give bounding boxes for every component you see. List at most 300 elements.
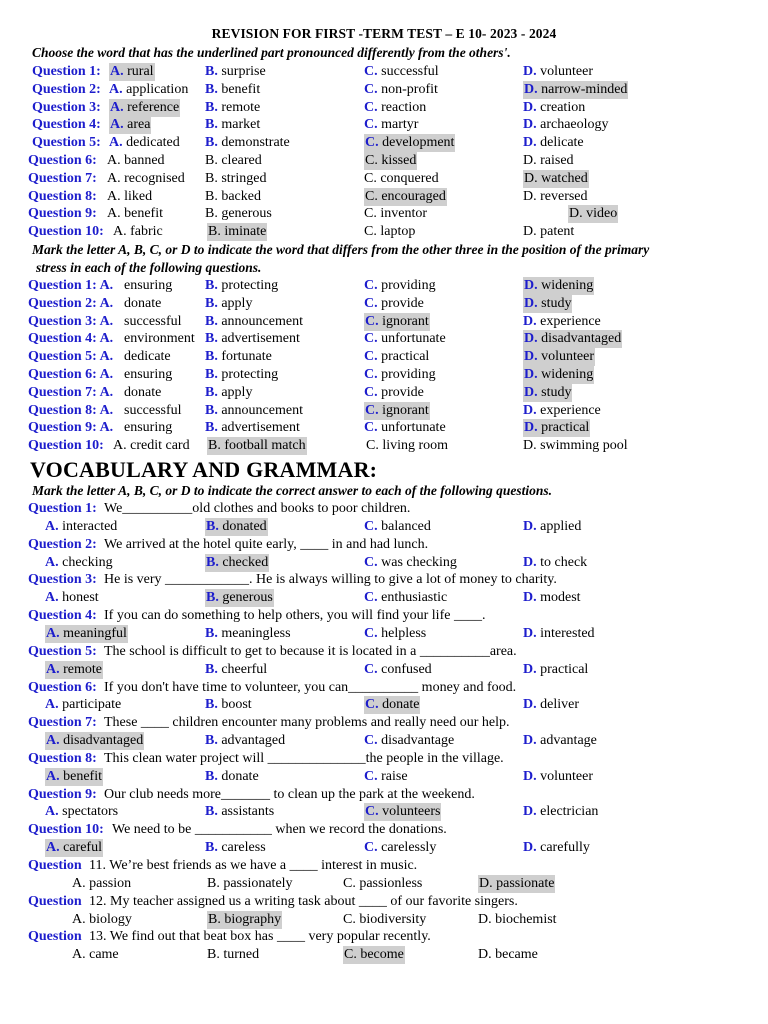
vocab-question-4: [0, 607, 768, 625]
option-a-text: ensuring: [124, 367, 173, 382]
option-d-letter: D.: [523, 840, 537, 855]
option-a: [45, 803, 118, 821]
option-b-text: assistants: [221, 804, 275, 819]
option-b: [205, 366, 278, 384]
option-d: [523, 295, 572, 313]
option-b: [205, 81, 260, 99]
option-a-text: disadvantaged: [63, 733, 144, 748]
option-b-text: advertisement: [221, 331, 300, 346]
option-c-letter: C.: [365, 697, 379, 712]
option-b-letter: B.: [205, 697, 218, 712]
option-a-text: spectators: [62, 804, 119, 819]
option-b: [205, 99, 260, 117]
question-label: Question 1:: [32, 64, 101, 79]
stress-row-9: [0, 419, 768, 437]
option-d: D. video: [569, 206, 618, 221]
option-d-text: advantage: [540, 733, 597, 748]
option-a-letter: A.: [110, 100, 124, 115]
option-b-text: apply: [221, 385, 253, 400]
option-d: [523, 839, 590, 857]
option-c: [364, 768, 408, 786]
vocab-options-2: [0, 554, 768, 572]
option-b-letter: B.: [205, 420, 218, 435]
question-label: Question 3: A.: [28, 314, 114, 329]
option-b: [205, 839, 266, 857]
option-b: [205, 625, 291, 643]
option-d-letter: D.: [524, 385, 538, 400]
option-d: [523, 313, 601, 331]
option-b-text: meaningless: [221, 626, 291, 641]
option-c: [364, 589, 447, 607]
option-a-letter: A.: [46, 626, 60, 641]
option-d-text: modest: [540, 590, 581, 605]
option-a-letter: A.: [45, 555, 59, 570]
option-a-letter: A.: [45, 804, 59, 819]
option-c-letter: C.: [364, 117, 378, 132]
option-a: [45, 589, 99, 607]
option-b-letter: B.: [205, 804, 218, 819]
option-a: [45, 554, 113, 572]
option-c-text: enthusiastic: [381, 590, 448, 605]
option-d: [523, 625, 595, 643]
pronunciation-row-4: [0, 116, 768, 134]
option-c-text: was checking: [381, 555, 457, 570]
option-a-letter: A.: [45, 697, 59, 712]
vocab-options-6: [0, 696, 768, 714]
option-b-letter: B.: [205, 82, 218, 97]
option-a-letter: A.: [109, 135, 123, 150]
option-a: [45, 696, 121, 714]
option-b: [205, 134, 290, 152]
option-c: [364, 277, 436, 295]
option-a-text: ensuring: [124, 278, 173, 293]
option-c: C. encouraged: [365, 189, 446, 204]
option-c-letter: C.: [364, 296, 378, 311]
option-b-letter: B.: [205, 64, 218, 79]
vocab-question-7: [0, 714, 768, 732]
option-d: [523, 732, 597, 750]
option-a: [109, 63, 155, 81]
option-b-letter: B.: [205, 769, 218, 784]
option-c-text: ignorant: [382, 403, 429, 418]
option-d: [523, 277, 594, 295]
option-d-text: carefully: [540, 840, 590, 855]
option-c-letter: C.: [364, 555, 378, 570]
vocab-options-8: [0, 768, 768, 786]
option-c-letter: C.: [364, 840, 378, 855]
option-b: B. cleared: [205, 153, 262, 168]
question-text: We arrived at the hotel quite early, ____ in and had lunch.: [104, 537, 429, 552]
option-d-text: interested: [540, 626, 595, 641]
question-label: Question 4:: [32, 117, 101, 132]
option-b-letter: B.: [205, 349, 218, 364]
option-d: [523, 134, 584, 152]
option-c: [364, 330, 446, 348]
option-d: D. became: [478, 947, 538, 962]
option-b: [205, 63, 266, 81]
option-b: [205, 803, 274, 821]
option-d-letter: D.: [523, 135, 537, 150]
option-a-text: benefit: [63, 769, 102, 784]
option-d: [523, 116, 609, 134]
question-label: Question 6:: [28, 680, 97, 695]
question-label: Question 8:: [28, 751, 97, 766]
question-label: Question 5:: [32, 135, 101, 150]
option-b-text: demonstrate: [217, 135, 290, 150]
page-title: REVISION FOR FIRST -TERM TEST – E 10- 2023 - 2024: [211, 26, 557, 41]
option-a: A. banned: [107, 153, 165, 168]
option-b-text: donated: [222, 519, 267, 534]
option-c: C. laptop: [364, 224, 416, 239]
option-d-letter: D.: [523, 769, 537, 784]
vocab-question-2: [0, 536, 768, 554]
option-a-text: donate: [124, 296, 162, 311]
option-d: [523, 768, 593, 786]
option-b: [205, 384, 252, 402]
option-c: [364, 116, 418, 134]
option-b-letter: B.: [206, 590, 219, 605]
option-d: D. biochemist: [478, 912, 557, 927]
option-b-letter: B.: [205, 367, 218, 382]
option-a: [109, 99, 180, 117]
option-b-text: apply: [221, 296, 253, 311]
option-c: [364, 313, 430, 331]
option-c: [364, 99, 426, 117]
option-d-letter: D.: [524, 349, 538, 364]
option-c-text: disadvantage: [381, 733, 455, 748]
question-label: Question: [28, 858, 82, 873]
option-b-text: market: [217, 117, 261, 132]
option-d: D. swimming pool: [523, 438, 628, 453]
question-label: Question 3:: [32, 100, 101, 115]
question-label: Question 2:: [28, 537, 97, 552]
option-d-text: practical: [540, 662, 589, 677]
pronunciation-row-9: [0, 205, 768, 223]
option-c: [364, 661, 432, 679]
question-text: These ____ children encounter many problems and really need our help.: [104, 715, 510, 730]
option-c: [364, 366, 436, 384]
option-b-letter: B.: [205, 662, 218, 677]
question-label: Question 3:: [28, 572, 97, 587]
question-label: Question 6:: [28, 153, 97, 168]
question-text: We need to be ___________ when we record the donations.: [112, 822, 447, 837]
option-c-letter: C.: [364, 349, 378, 364]
option-d: [523, 419, 590, 437]
option-c-letter: C.: [364, 733, 378, 748]
option-b-letter: B.: [205, 840, 218, 855]
pronunciation-instruction: Choose the word that has the underlined part pronounced differently from the others'.: [32, 45, 511, 60]
option-d-text: volunteer: [541, 349, 594, 364]
option-a: [45, 661, 103, 679]
stress-instruction-line-1: Mark the letter A, B, C, or D to indicate the word that differs from the other three in the position of the primary: [32, 242, 650, 257]
option-d-text: electrician: [540, 804, 599, 819]
option-c-letter: C.: [364, 626, 378, 641]
question-label: Question 10:: [28, 438, 104, 453]
question-text: He is very ____________. He is always willing to give a lot of money to charity.: [104, 572, 557, 587]
option-c-text: successful: [377, 64, 439, 79]
option-b-letter: B.: [205, 385, 218, 400]
option-a: [109, 134, 180, 152]
option-d-letter: D.: [524, 296, 538, 311]
stress-row-5: [0, 348, 768, 366]
option-a-text: meaningful: [63, 626, 127, 641]
question-label: Question 10:: [28, 224, 104, 239]
option-c: [364, 384, 424, 402]
option-c-text: confused: [381, 662, 432, 677]
option-d: [523, 554, 587, 572]
option-c-text: unfortunate: [381, 331, 446, 346]
option-b: [205, 732, 285, 750]
stress-row-4: [0, 330, 768, 348]
option-c-text: balanced: [381, 519, 431, 534]
option-b-text: benefit: [217, 82, 261, 97]
option-a: A. passion: [72, 876, 132, 891]
option-b: B. passionately: [207, 876, 293, 891]
option-c-text: providing: [381, 278, 436, 293]
question-text: If you can do something to help others, you will find your life ____.: [104, 608, 486, 623]
option-b: B. generous: [205, 206, 272, 221]
option-b-text: advantaged: [221, 733, 286, 748]
vocab-options-1: [0, 518, 768, 536]
option-c-text: reaction: [377, 100, 427, 115]
option-c-text: provide: [381, 296, 424, 311]
option-d-letter: D.: [524, 82, 538, 97]
option-a-text: reference: [123, 100, 180, 115]
option-d-text: practical: [541, 420, 590, 435]
option-c-letter: C.: [365, 135, 379, 150]
option-a-letter: A.: [45, 519, 59, 534]
vocab-options-10: [0, 839, 768, 857]
question-label: Question 1: A.: [28, 278, 114, 293]
option-d-letter: D.: [524, 331, 538, 346]
option-b-letter: B.: [205, 278, 218, 293]
option-d-text: creation: [536, 100, 586, 115]
option-a-text: remote: [63, 662, 102, 677]
vocab-options-5: [0, 661, 768, 679]
option-c-letter: C.: [364, 100, 378, 115]
option-d-letter: D.: [523, 697, 537, 712]
option-c: [364, 554, 457, 572]
option-a: [109, 81, 188, 99]
option-a: [45, 518, 117, 536]
option-b: [205, 330, 300, 348]
option-d-text: widening: [541, 278, 594, 293]
option-a: [45, 768, 103, 786]
option-b-text: remote: [217, 100, 261, 115]
question-text: 13. We find out that beat box has ____ very popular recently.: [89, 929, 431, 944]
option-d-text: applied: [540, 519, 582, 534]
question-label: Question 4:: [28, 608, 97, 623]
option-c-text: practical: [381, 349, 430, 364]
option-b: [205, 661, 267, 679]
option-c-letter: C.: [365, 403, 379, 418]
option-c-text: volunteers: [382, 804, 441, 819]
option-d-letter: D.: [523, 117, 537, 132]
question-label: Question 10:: [28, 822, 104, 837]
question-text: We__________old clothes and books to poor children.: [104, 501, 411, 516]
option-b-text: boost: [221, 697, 252, 712]
question-label: Question 1:: [28, 501, 97, 516]
option-c-letter: C.: [365, 804, 379, 819]
option-c: C. become: [344, 947, 404, 962]
option-c-letter: C.: [364, 64, 378, 79]
option-d-text: study: [541, 296, 572, 311]
question-label: Question 6: A.: [28, 367, 114, 382]
option-a: [109, 116, 151, 134]
option-d-text: archaeology: [536, 117, 609, 132]
option-c-letter: C.: [364, 367, 378, 382]
option-b-text: generous: [222, 590, 273, 605]
option-c: C. passionless: [343, 876, 423, 891]
option-c-letter: C.: [364, 519, 378, 534]
option-d: [523, 589, 581, 607]
pronunciation-row-6: [0, 152, 768, 170]
option-a-letter: A.: [46, 840, 60, 855]
option-a: A. benefit: [107, 206, 163, 221]
stress-row-10: [0, 437, 768, 455]
option-c-letter: C.: [364, 769, 378, 784]
vocab-options-11: [0, 875, 768, 893]
option-c: C. inventor: [364, 206, 427, 221]
vocab-options-13: [0, 946, 768, 964]
option-a-text: environment: [124, 331, 195, 346]
option-a-text: participate: [62, 697, 122, 712]
option-a-text: successful: [124, 314, 182, 329]
question-label: Question 8:: [28, 189, 97, 204]
option-c-text: provide: [381, 385, 424, 400]
vocab-question-11: [0, 857, 768, 875]
question-text: This clean water project will ______________the people in the village.: [104, 751, 504, 766]
option-b-letter: B.: [205, 626, 218, 641]
option-b-text: protecting: [221, 367, 279, 382]
option-d-letter: D.: [524, 278, 538, 293]
option-a-text: dedicate: [124, 349, 171, 364]
option-d-letter: D.: [523, 662, 537, 677]
option-a: A. recognised: [107, 171, 185, 186]
option-a-letter: A.: [110, 117, 124, 132]
option-d-letter: D.: [523, 519, 537, 534]
option-d-text: narrow-minded: [537, 82, 628, 97]
option-d-text: delicate: [536, 135, 584, 150]
option-d: [523, 384, 572, 402]
option-a-text: dedicated: [122, 135, 180, 150]
option-b-text: announcement: [221, 403, 303, 418]
option-b-text: cheerful: [221, 662, 268, 677]
option-c: [364, 63, 439, 81]
option-b: [205, 696, 252, 714]
option-a-letter: A.: [110, 64, 124, 79]
question-label: Question 5: A.: [28, 349, 114, 364]
option-b-text: donate: [221, 769, 259, 784]
option-c-letter: C.: [364, 278, 378, 293]
vocab-options-4: [0, 625, 768, 643]
option-a-letter: A.: [109, 82, 123, 97]
option-b-text: protecting: [221, 278, 279, 293]
pronunciation-row-2: [0, 81, 768, 99]
question-label: Question 9:: [28, 787, 97, 802]
question-label: Question 2:: [32, 82, 101, 97]
question-label: Question 2: A.: [28, 296, 114, 311]
option-a-text: honest: [62, 590, 99, 605]
stress-instruction-line-2: stress in each of the following questions.: [36, 260, 262, 275]
option-c-text: raise: [381, 769, 408, 784]
option-d: D. passionate: [479, 876, 555, 891]
stress-row-6: [0, 366, 768, 384]
pronunciation-row-7: [0, 170, 768, 188]
option-a-text: interacted: [62, 519, 118, 534]
question-label: Question: [28, 894, 82, 909]
option-a-letter: A.: [46, 662, 60, 677]
option-d-text: volunteer: [540, 769, 593, 784]
option-d: [523, 366, 594, 384]
option-b-letter: B.: [205, 296, 218, 311]
question-text: The school is difficult to get to because it is located in a __________area.: [104, 644, 517, 659]
option-a: A. biology: [72, 912, 132, 927]
option-c-letter: C.: [364, 420, 378, 435]
option-c-text: development: [378, 135, 455, 150]
question-label: Question 8: A.: [28, 403, 114, 418]
vocab-question-10: [0, 821, 768, 839]
option-c-letter: C.: [364, 82, 378, 97]
option-c-letter: C.: [364, 662, 378, 677]
option-b: [205, 419, 300, 437]
question-label: Question 9: A.: [28, 420, 114, 435]
option-a: A. came: [72, 947, 119, 962]
question-label: Question 7:: [28, 715, 97, 730]
option-d-text: experience: [540, 314, 601, 329]
option-d-text: to check: [540, 555, 588, 570]
question-text: If you don't have time to volunteer, you can__________ money and food.: [104, 680, 517, 695]
option-b: [205, 277, 278, 295]
stress-row-8: [0, 402, 768, 420]
option-a-text: area: [123, 117, 151, 132]
option-d-letter: D.: [523, 403, 537, 418]
vocab-question-8: [0, 750, 768, 768]
option-c-text: non-profit: [377, 82, 438, 97]
question-text: 11. We’re best friends as we have a ____ interest in music.: [89, 858, 418, 873]
vocab-options-7: [0, 732, 768, 750]
vocabulary-instruction: Mark the letter A, B, C, or D to indicate the correct answer to each of the following questions.: [32, 483, 553, 498]
option-c: C. biodiversity: [343, 912, 427, 927]
option-b: B. football match: [208, 438, 306, 453]
option-b: [205, 554, 269, 572]
option-c-letter: C.: [364, 590, 378, 605]
option-b-letter: B.: [205, 331, 218, 346]
question-label: Question 4: A.: [28, 331, 114, 346]
option-b-letter: B.: [206, 555, 219, 570]
option-d-text: widening: [541, 367, 594, 382]
option-b-letter: B.: [206, 519, 219, 534]
option-c: [364, 625, 426, 643]
option-c: [364, 518, 431, 536]
option-d: [523, 81, 628, 99]
option-b: B. biography: [208, 912, 282, 927]
option-c: [364, 839, 436, 857]
option-b-letter: B.: [205, 314, 218, 329]
option-d: D. raised: [523, 153, 574, 168]
option-c-text: helpless: [381, 626, 427, 641]
option-d: [523, 518, 581, 536]
option-c: [364, 348, 429, 366]
vocab-options-12: [0, 911, 768, 929]
option-a-letter: A.: [46, 733, 60, 748]
option-b: [205, 116, 260, 134]
option-c: C. kissed: [365, 153, 417, 168]
option-d: D. reversed: [523, 189, 588, 204]
option-b: [205, 768, 259, 786]
option-b: [205, 402, 303, 420]
option-c-text: donate: [382, 697, 420, 712]
